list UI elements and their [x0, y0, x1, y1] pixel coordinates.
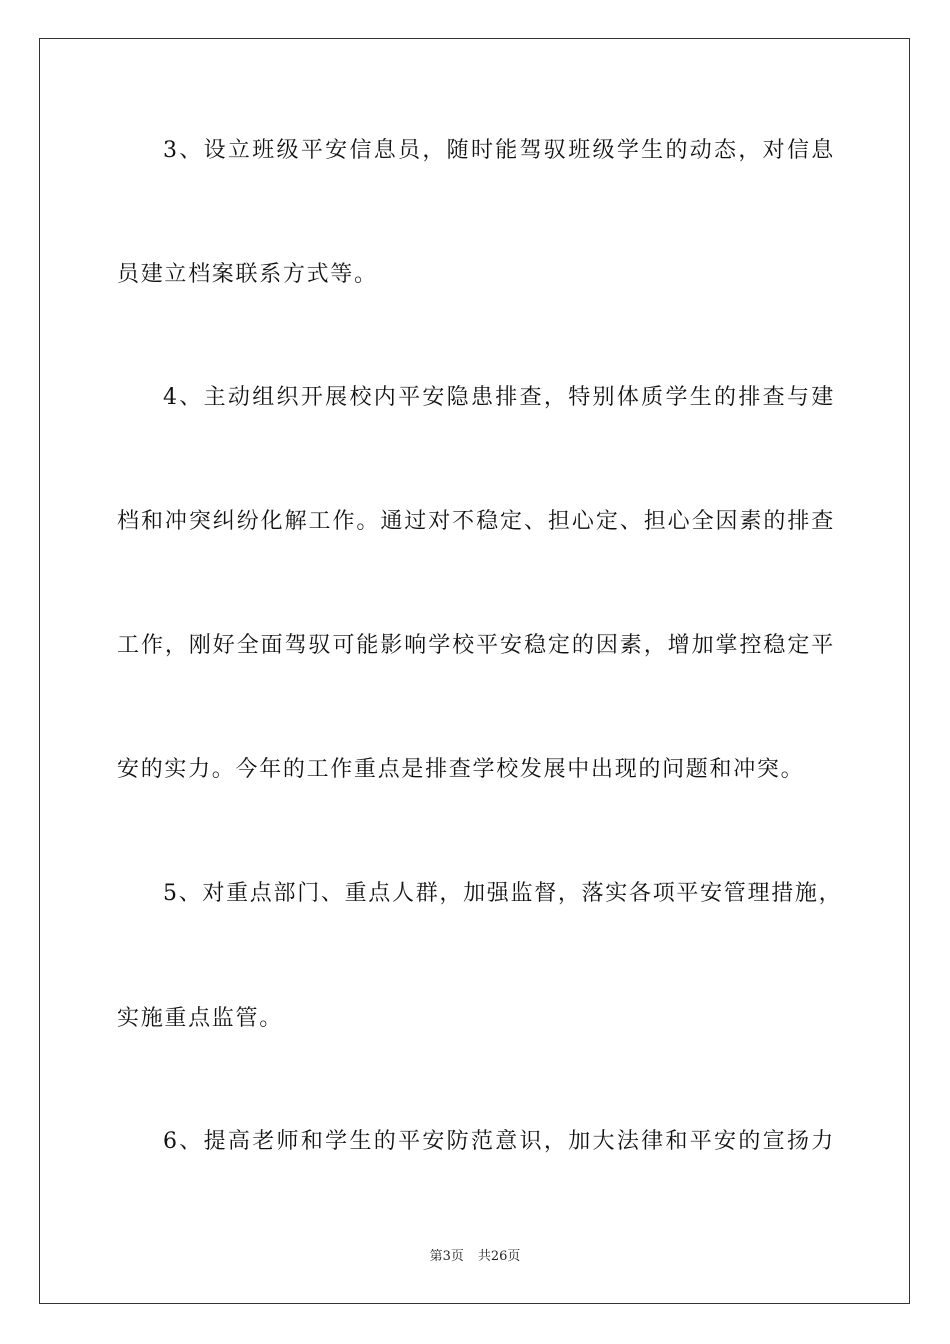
paragraph-4-line-2: 档和冲突纠纷化解工作。通过对不稳定、担心定、担心全因素的排查 [117, 509, 835, 534]
paragraph-4-line-1: 4、主动组织开展校内平安隐患排查，特别体质学生的排查与建 [163, 385, 835, 410]
paragraph-5-line-2: 实施重点监管。 [117, 1006, 283, 1031]
page-total: 共26页 [477, 1249, 521, 1264]
paragraph-3-line-1: 3、设立班级平安信息员，随时能驾驭班级学生的动态，对信息 [163, 138, 835, 163]
paragraph-4-line-4: 安的实力。今年的工作重点是排查学校发展中出现的问题和冲突。 [117, 757, 805, 782]
paragraph-3-line-2: 员建立档案联系方式等。 [117, 262, 378, 287]
paragraph-6-line-1: 6、提高老师和学生的平安防范意识，加大法律和平安的宣扬力 [163, 1129, 835, 1154]
paragraph-5-line-1: 5、对重点部门、重点人群，加强监督，落实各项平安管理措施， [163, 881, 843, 906]
page-footer [0, 1248, 950, 1266]
page-number: 第3页 [429, 1249, 464, 1264]
page-border [39, 38, 910, 1304]
paragraph-4-line-3: 工作，刚好全面驾驭可能影响学校平安稳定的因素，增加掌控稳定平 [117, 633, 835, 658]
